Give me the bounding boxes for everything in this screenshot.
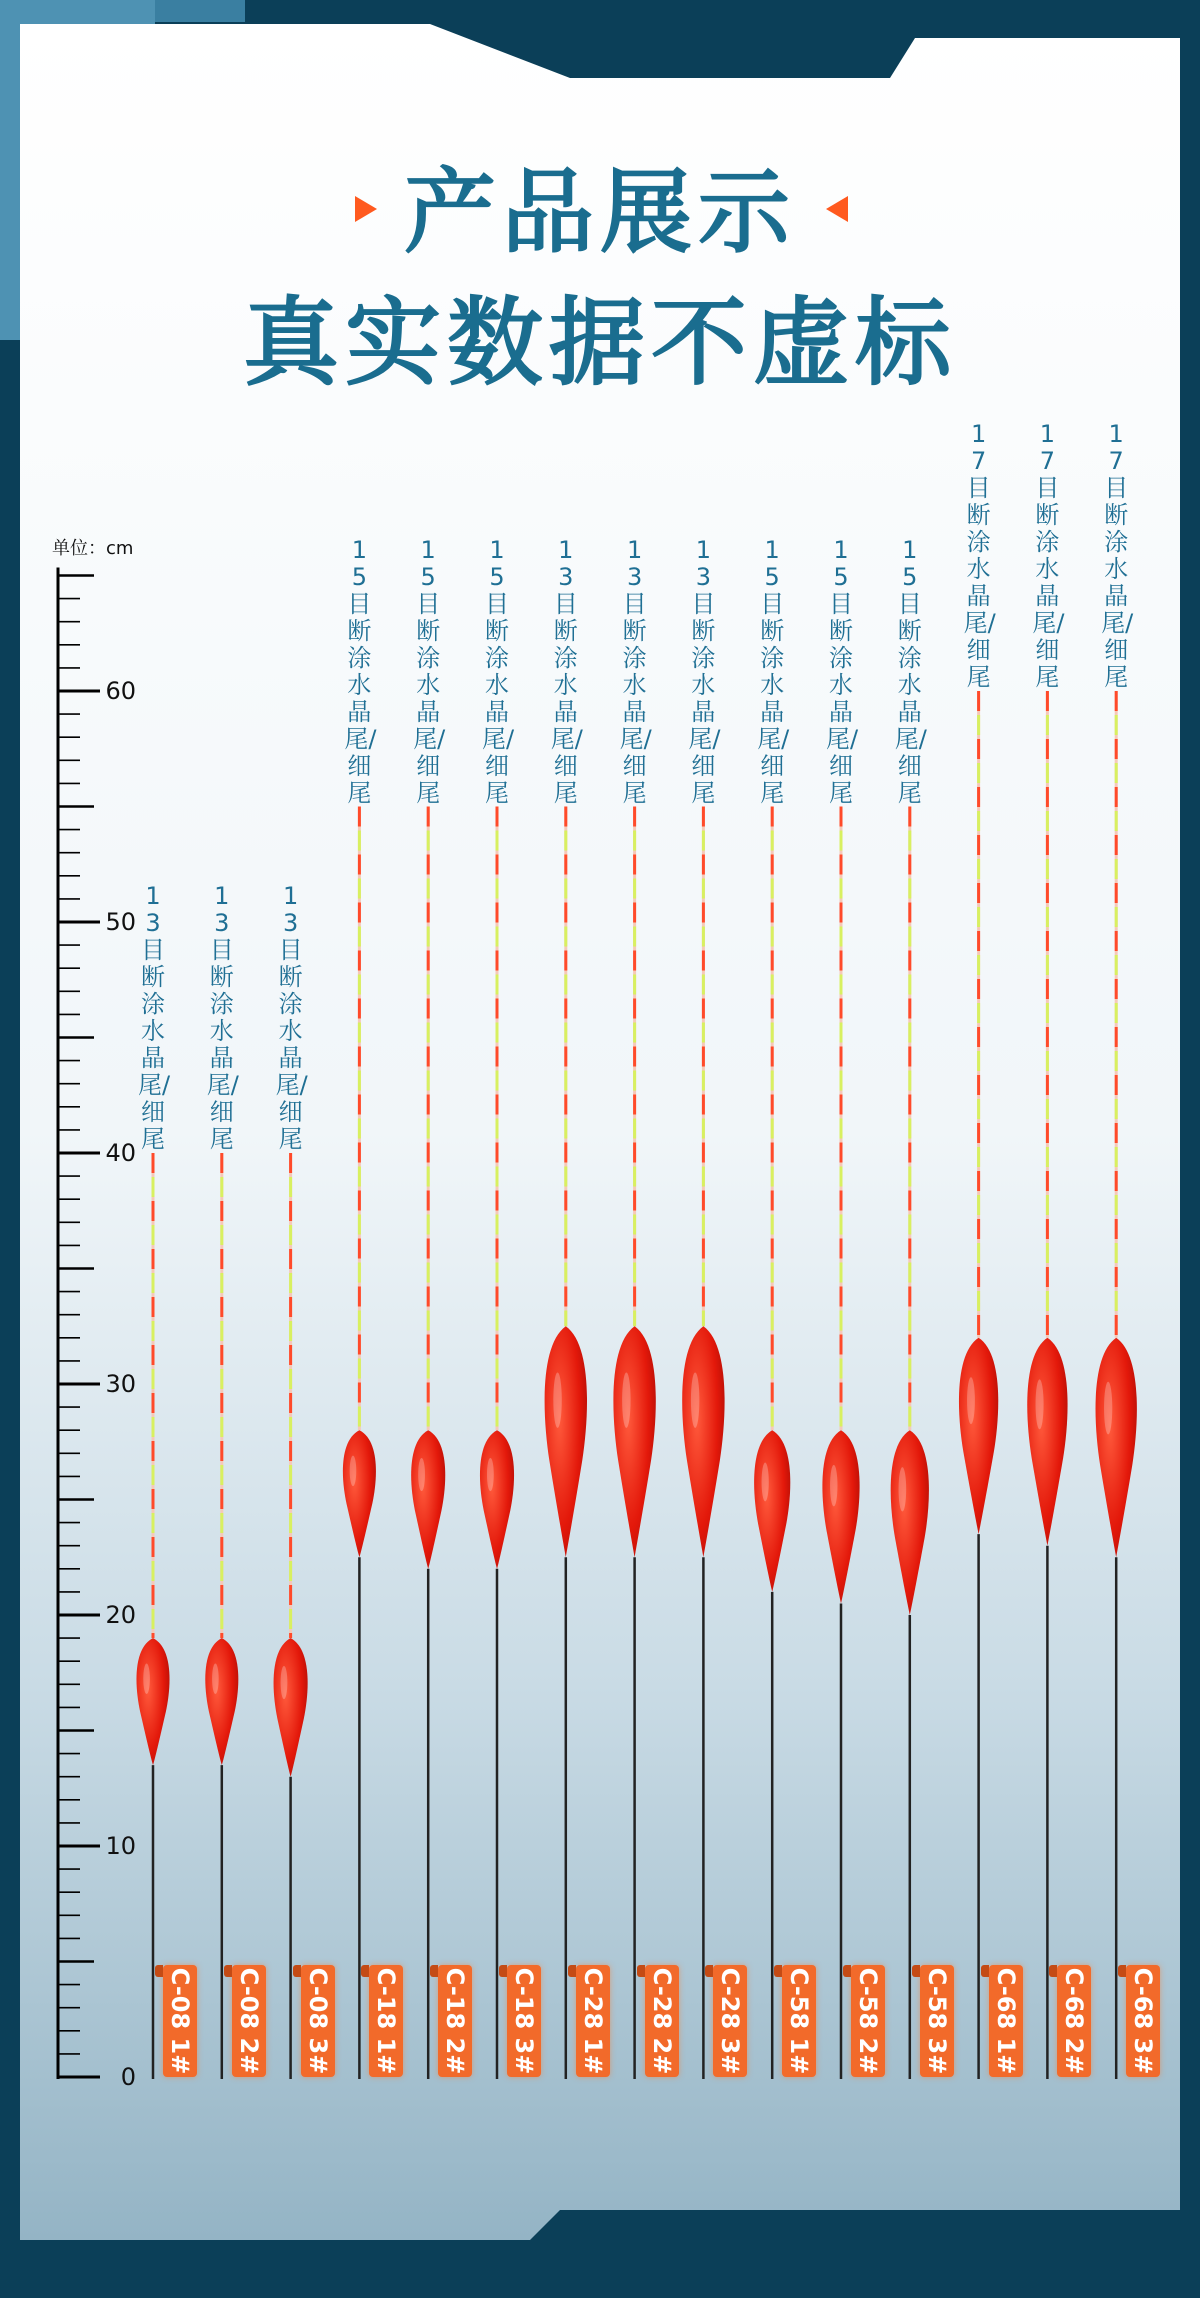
float-code: C-68 3# (1129, 1967, 1158, 2075)
float-code: C-68 1# (991, 1967, 1020, 2075)
float-code-badge (507, 1965, 541, 2077)
float-code: C-08 1# (166, 1967, 194, 2075)
float-code-badge (782, 1965, 816, 2077)
float-code-badge (851, 1965, 885, 2077)
float-code: C-08 3# (303, 1967, 332, 2075)
float-spec-label: 13目断涂水晶尾/细尾 (688, 535, 721, 807)
float-code: C-18 1# (372, 1967, 401, 2075)
badge-fold (637, 1965, 645, 1977)
ruler-tick-label: 30 (105, 1370, 136, 1398)
float-body-highlight (830, 1465, 837, 1507)
float-code: C-18 3# (510, 1967, 538, 2075)
float-body-highlight (487, 1458, 494, 1491)
ruler-tick-label: 60 (105, 677, 136, 705)
badge-fold (705, 1965, 713, 1977)
badge-fold (1118, 1965, 1126, 1977)
float-body-highlight (622, 1372, 630, 1427)
float-spec-label: 15目断涂水晶尾/细尾 (344, 535, 377, 807)
float-spec-label: 15目断涂水晶尾/细尾 (894, 535, 927, 807)
badge-fold (430, 1965, 438, 1977)
float-spec-label: 13目断涂水晶尾/细尾 (550, 535, 583, 807)
float-code-badge (301, 1965, 335, 2077)
badge-fold (1049, 1965, 1057, 1977)
float-body-highlight (1104, 1382, 1112, 1435)
float-code-badge (163, 1965, 197, 2077)
float-body-highlight (1036, 1379, 1044, 1429)
float-code-badge (645, 1965, 679, 2077)
float-spec-label: 15目断涂水晶尾/细尾 (757, 535, 790, 807)
float-body-highlight (350, 1456, 357, 1486)
ruler-tick-label: 40 (105, 1139, 136, 1167)
page-title: 产品展示 (403, 159, 796, 266)
float-code: C-58 3# (922, 1967, 951, 2075)
float-spec-label: 15目断涂水晶尾/细尾 (413, 535, 446, 807)
float-spec-label: 15目断涂水晶尾/细尾 (482, 535, 515, 807)
float-code-badge (576, 1965, 610, 2077)
unit-label: 单位：cm (52, 538, 134, 559)
float-code-badge (369, 1965, 403, 2077)
ruler-tick-label: 50 (105, 908, 136, 936)
badge-fold (293, 1965, 301, 1977)
float-body-highlight (899, 1467, 907, 1511)
badge-fold (224, 1965, 232, 1977)
float-code: C-18 2# (441, 1967, 470, 2075)
float-body-highlight (762, 1463, 769, 1502)
float-code-badge (713, 1965, 747, 2077)
float-code: C-08 2# (234, 1967, 263, 2075)
float-body-highlight (212, 1664, 219, 1694)
float-spec-label: 15目断涂水晶尾/细尾 (826, 535, 859, 807)
badge-fold (774, 1965, 782, 1977)
badge-fold (361, 1965, 369, 1977)
float-spec-label: 13目断涂水晶尾/细尾 (619, 535, 652, 807)
float-body-highlight (553, 1372, 561, 1427)
float-body-highlight (281, 1666, 288, 1699)
float-code: C-28 1# (578, 1967, 607, 2075)
float-spec-label: 17目断涂水晶尾/细尾 (1032, 420, 1065, 691)
float-code: C-28 2# (647, 1967, 676, 2075)
float-code-badge (920, 1965, 954, 2077)
float-code-badge (989, 1965, 1023, 2077)
float-body-highlight (143, 1664, 150, 1694)
badge-fold (568, 1965, 576, 1977)
float-spec-label: 13目断涂水晶尾/细尾 (206, 882, 239, 1153)
float-code-badge (1057, 1965, 1091, 2077)
float-body-highlight (691, 1372, 699, 1427)
ruler-tick-label: 0 (120, 2063, 136, 2091)
ruler-tick-label: 20 (105, 1601, 136, 1629)
badge-fold (981, 1965, 989, 1977)
float-code-badge (232, 1965, 266, 2077)
page-subtitle: 真实数据不虚标 (243, 287, 957, 399)
float-spec-label: 17目断涂水晶尾/细尾 (1101, 420, 1134, 691)
ruler-tick-label: 10 (105, 1832, 136, 1860)
float-code-badge (438, 1965, 472, 2077)
float-code: C-58 2# (854, 1967, 882, 2075)
float-code: C-28 3# (716, 1967, 745, 2075)
float-body-highlight (418, 1458, 425, 1491)
badge-fold (499, 1965, 507, 1977)
badge-fold (912, 1965, 920, 1977)
float-code: C-68 2# (1060, 1967, 1089, 2075)
badge-fold (155, 1965, 163, 1977)
float-code-badge (1126, 1965, 1160, 2077)
float-spec-label: 13目断涂水晶尾/细尾 (138, 882, 171, 1153)
float-code: C-58 1# (785, 1967, 814, 2075)
badge-fold (843, 1965, 851, 1977)
float-spec-label: 13目断涂水晶尾/细尾 (275, 882, 308, 1153)
float-spec-label: 17目断涂水晶尾/细尾 (963, 420, 996, 691)
float-body-highlight (967, 1377, 975, 1424)
